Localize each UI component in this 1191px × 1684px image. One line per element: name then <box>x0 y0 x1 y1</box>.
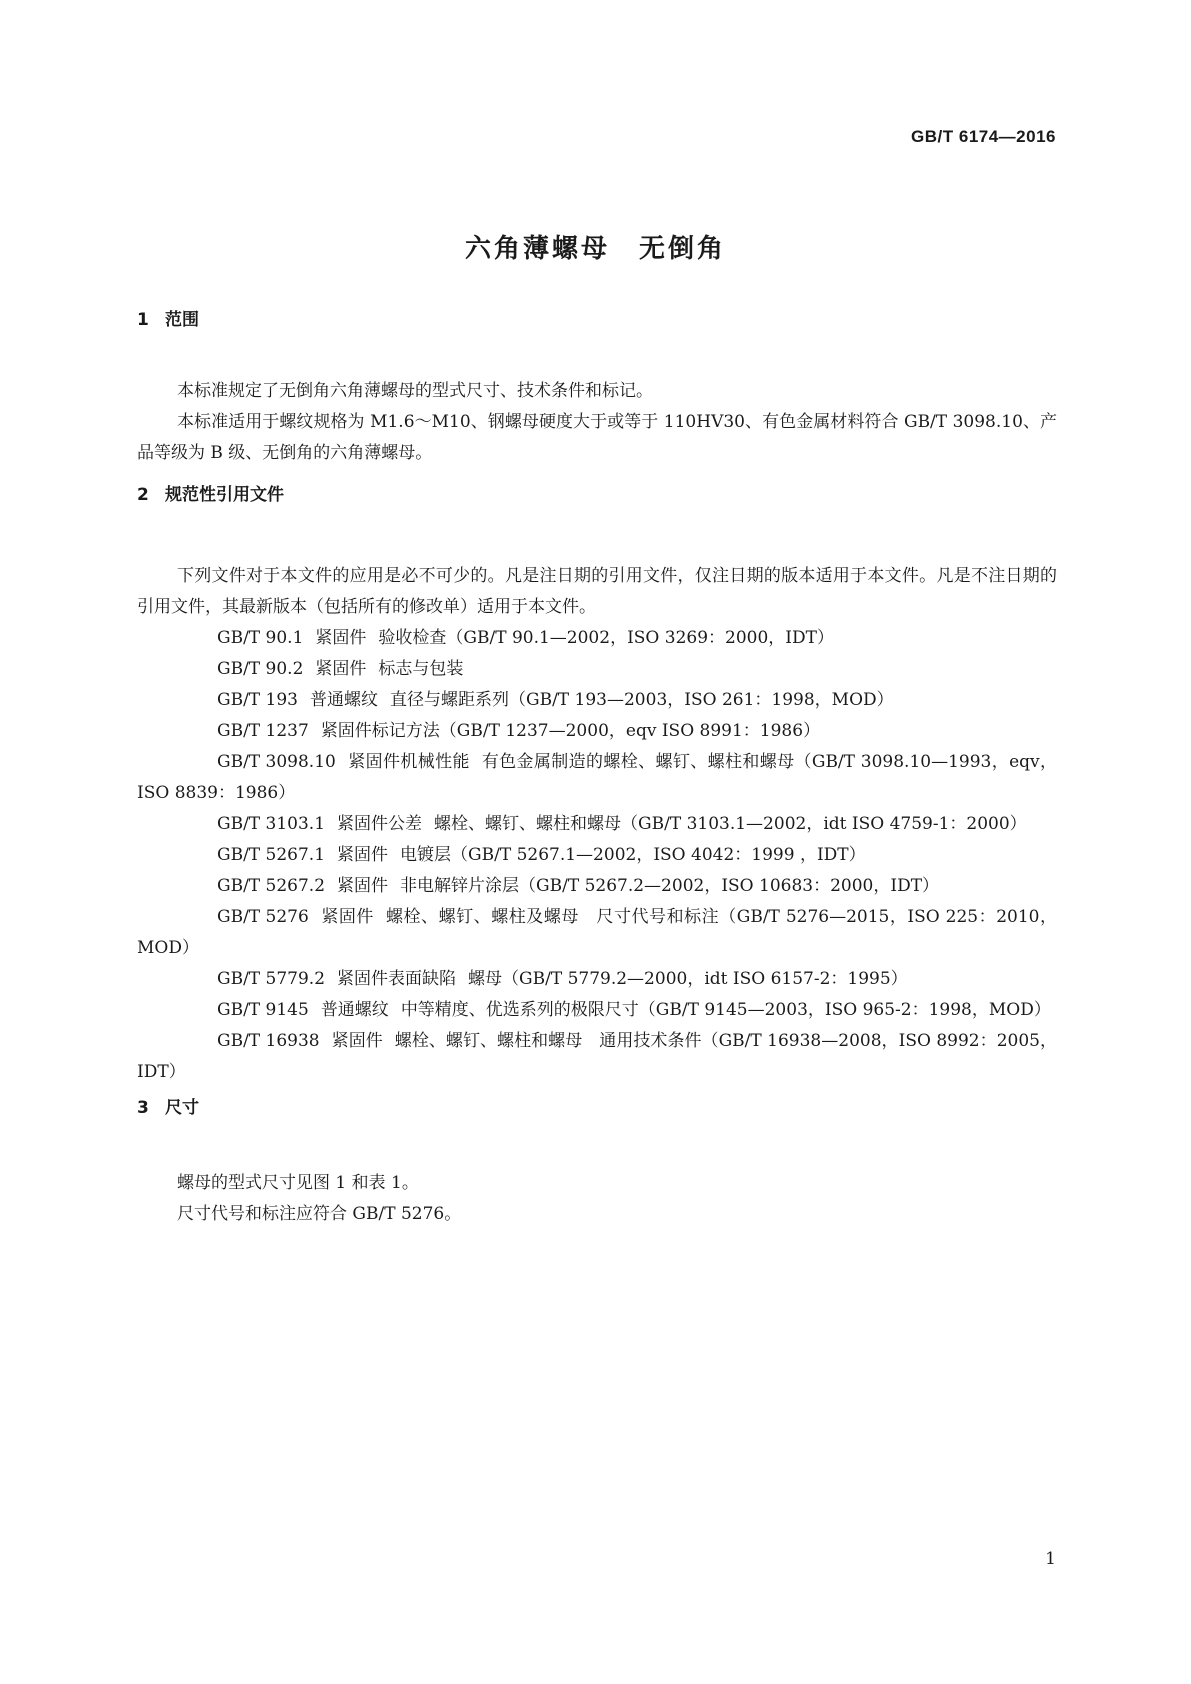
reference-description: 螺栓、螺钉、螺柱及螺母 尺寸代号和标注（GB/T 5276—2015，ISO 225：2010，MOD） <box>137 907 1057 958</box>
reference-name: 紧固件公差 <box>337 814 423 834</box>
reference-description: 螺栓、螺钉、螺柱和螺母 通用技术条件（GB/T 16938—2008，ISO 8992：2005，IDT） <box>137 1031 1057 1082</box>
standard-code: GB/T 6174—2016 <box>911 127 1056 146</box>
reference-name: 紧固件 <box>337 876 389 896</box>
document-title: 六角薄螺母 无倒角 <box>464 234 726 264</box>
section-references <box>137 483 1057 1088</box>
section-heading <box>137 1096 1057 1120</box>
reference-name: 紧固件表面缺陷 <box>337 969 457 989</box>
reference-item <box>137 1026 1057 1088</box>
reference-item <box>137 809 1057 840</box>
reference-code: GB/T 5267.2 <box>217 876 326 896</box>
page-number: 1 <box>1045 1549 1056 1569</box>
section-number: 3 <box>137 1098 149 1118</box>
reference-description: 螺母（GB/T 5779.2—2000，idt ISO 6157-2：1995） <box>468 969 908 989</box>
reference-name: 紧固件 <box>320 907 374 927</box>
reference-list <box>137 623 1057 1088</box>
reference-description: 标志与包装 <box>378 659 464 679</box>
reference-description: 直径与螺距系列（GB/T 193—2003，ISO 261：1998，MOD） <box>390 690 894 710</box>
section-heading <box>137 483 1057 507</box>
reference-name: 紧固件 <box>337 845 389 865</box>
reference-item <box>137 902 1057 964</box>
reference-item <box>137 654 1057 685</box>
reference-name: 紧固件机械性能 <box>347 752 470 772</box>
reference-item <box>137 623 1057 654</box>
reference-description: 非电解锌片涂层（GB/T 5267.2—2002，ISO 10683：2000，IDT） <box>400 876 940 896</box>
reference-item <box>137 716 1057 747</box>
reference-code: GB/T 90.1 <box>217 628 304 648</box>
reference-description: 中等精度、优选系列的极限尺寸（GB/T 9145—2003，ISO 965-2：1998，MOD） <box>400 1000 1051 1020</box>
references-intro: 下列文件对于本文件的应用是必不可少的。凡是注日期的引用文件，仅注日期的版本适用于本文件。凡是不注日期的引用文件，其最新版本（包括所有的修改单）适用于本文件。 <box>137 566 1057 617</box>
scope-paragraph: 本标准适用于螺纹规格为 M1.6～M10、钢螺母硬度大于或等于 110HV30、有色金属材料符合 GB/T 3098.10、产品等级为 B 级、无倒角的六角薄螺母。 <box>137 412 1057 463</box>
reference-name: 普通螺纹 <box>320 1000 389 1020</box>
reference-code: GB/T 3098.10 <box>217 752 336 772</box>
reference-description: 电镀层（GB/T 5267.1—2002，ISO 4042：1999 ，IDT） <box>400 845 866 865</box>
section-number: 1 <box>137 310 149 330</box>
reference-code: GB/T 5779.2 <box>217 969 326 989</box>
reference-code: GB/T 90.2 <box>217 659 304 679</box>
reference-code: GB/T 1237 <box>217 721 309 741</box>
reference-item <box>137 871 1057 902</box>
section-heading <box>137 308 1057 332</box>
reference-item <box>137 685 1057 716</box>
reference-item <box>137 747 1057 809</box>
reference-code: GB/T 193 <box>217 690 298 710</box>
scope-paragraph: 本标准规定了无倒角六角薄螺母的型式尺寸、技术条件和标记。 <box>177 381 653 401</box>
reference-description: 有色金属制造的螺栓、螺钉、螺柱和螺母（GB/T 3098.10—1993，eqv，ISO 8839：1986） <box>137 752 1057 803</box>
reference-code: GB/T 5267.1 <box>217 845 326 865</box>
reference-code: GB/T 5276 <box>217 907 309 927</box>
reference-name: 普通螺纹 <box>310 690 378 710</box>
section-scope <box>137 308 1057 469</box>
reference-description: 螺栓、螺钉、螺柱和螺母（GB/T 3103.1—2002，idt ISO 4759-1：2000） <box>434 814 1027 834</box>
reference-item <box>137 995 1057 1026</box>
section-dimensions <box>137 1096 1057 1230</box>
dimensions-paragraph: 螺母的型式尺寸见图 1 和表 1。 <box>177 1173 419 1193</box>
section-title: 规范性引用文件 <box>165 485 284 505</box>
reference-description: 验收检查（GB/T 90.1—2002，ISO 3269：2000，IDT） <box>378 628 834 648</box>
dimensions-paragraph: 尺寸代号和标注应符合 GB/T 5276。 <box>177 1204 462 1224</box>
reference-code: GB/T 3103.1 <box>217 814 326 834</box>
reference-code: GB/T 9145 <box>217 1000 309 1020</box>
reference-item <box>137 964 1057 995</box>
reference-code: GB/T 16938 <box>217 1031 320 1051</box>
reference-name: 紧固件 <box>331 1031 383 1051</box>
reference-name: 紧固件 <box>315 628 367 648</box>
reference-item <box>137 840 1057 871</box>
section-title: 范围 <box>165 310 199 330</box>
reference-name: 紧固件 <box>315 659 367 679</box>
section-number: 2 <box>137 485 149 505</box>
reference-name: 紧固件标记方法（GB/T 1237—2000，eqv ISO 8991：1986） <box>320 721 821 741</box>
section-title: 尺寸 <box>165 1098 199 1118</box>
